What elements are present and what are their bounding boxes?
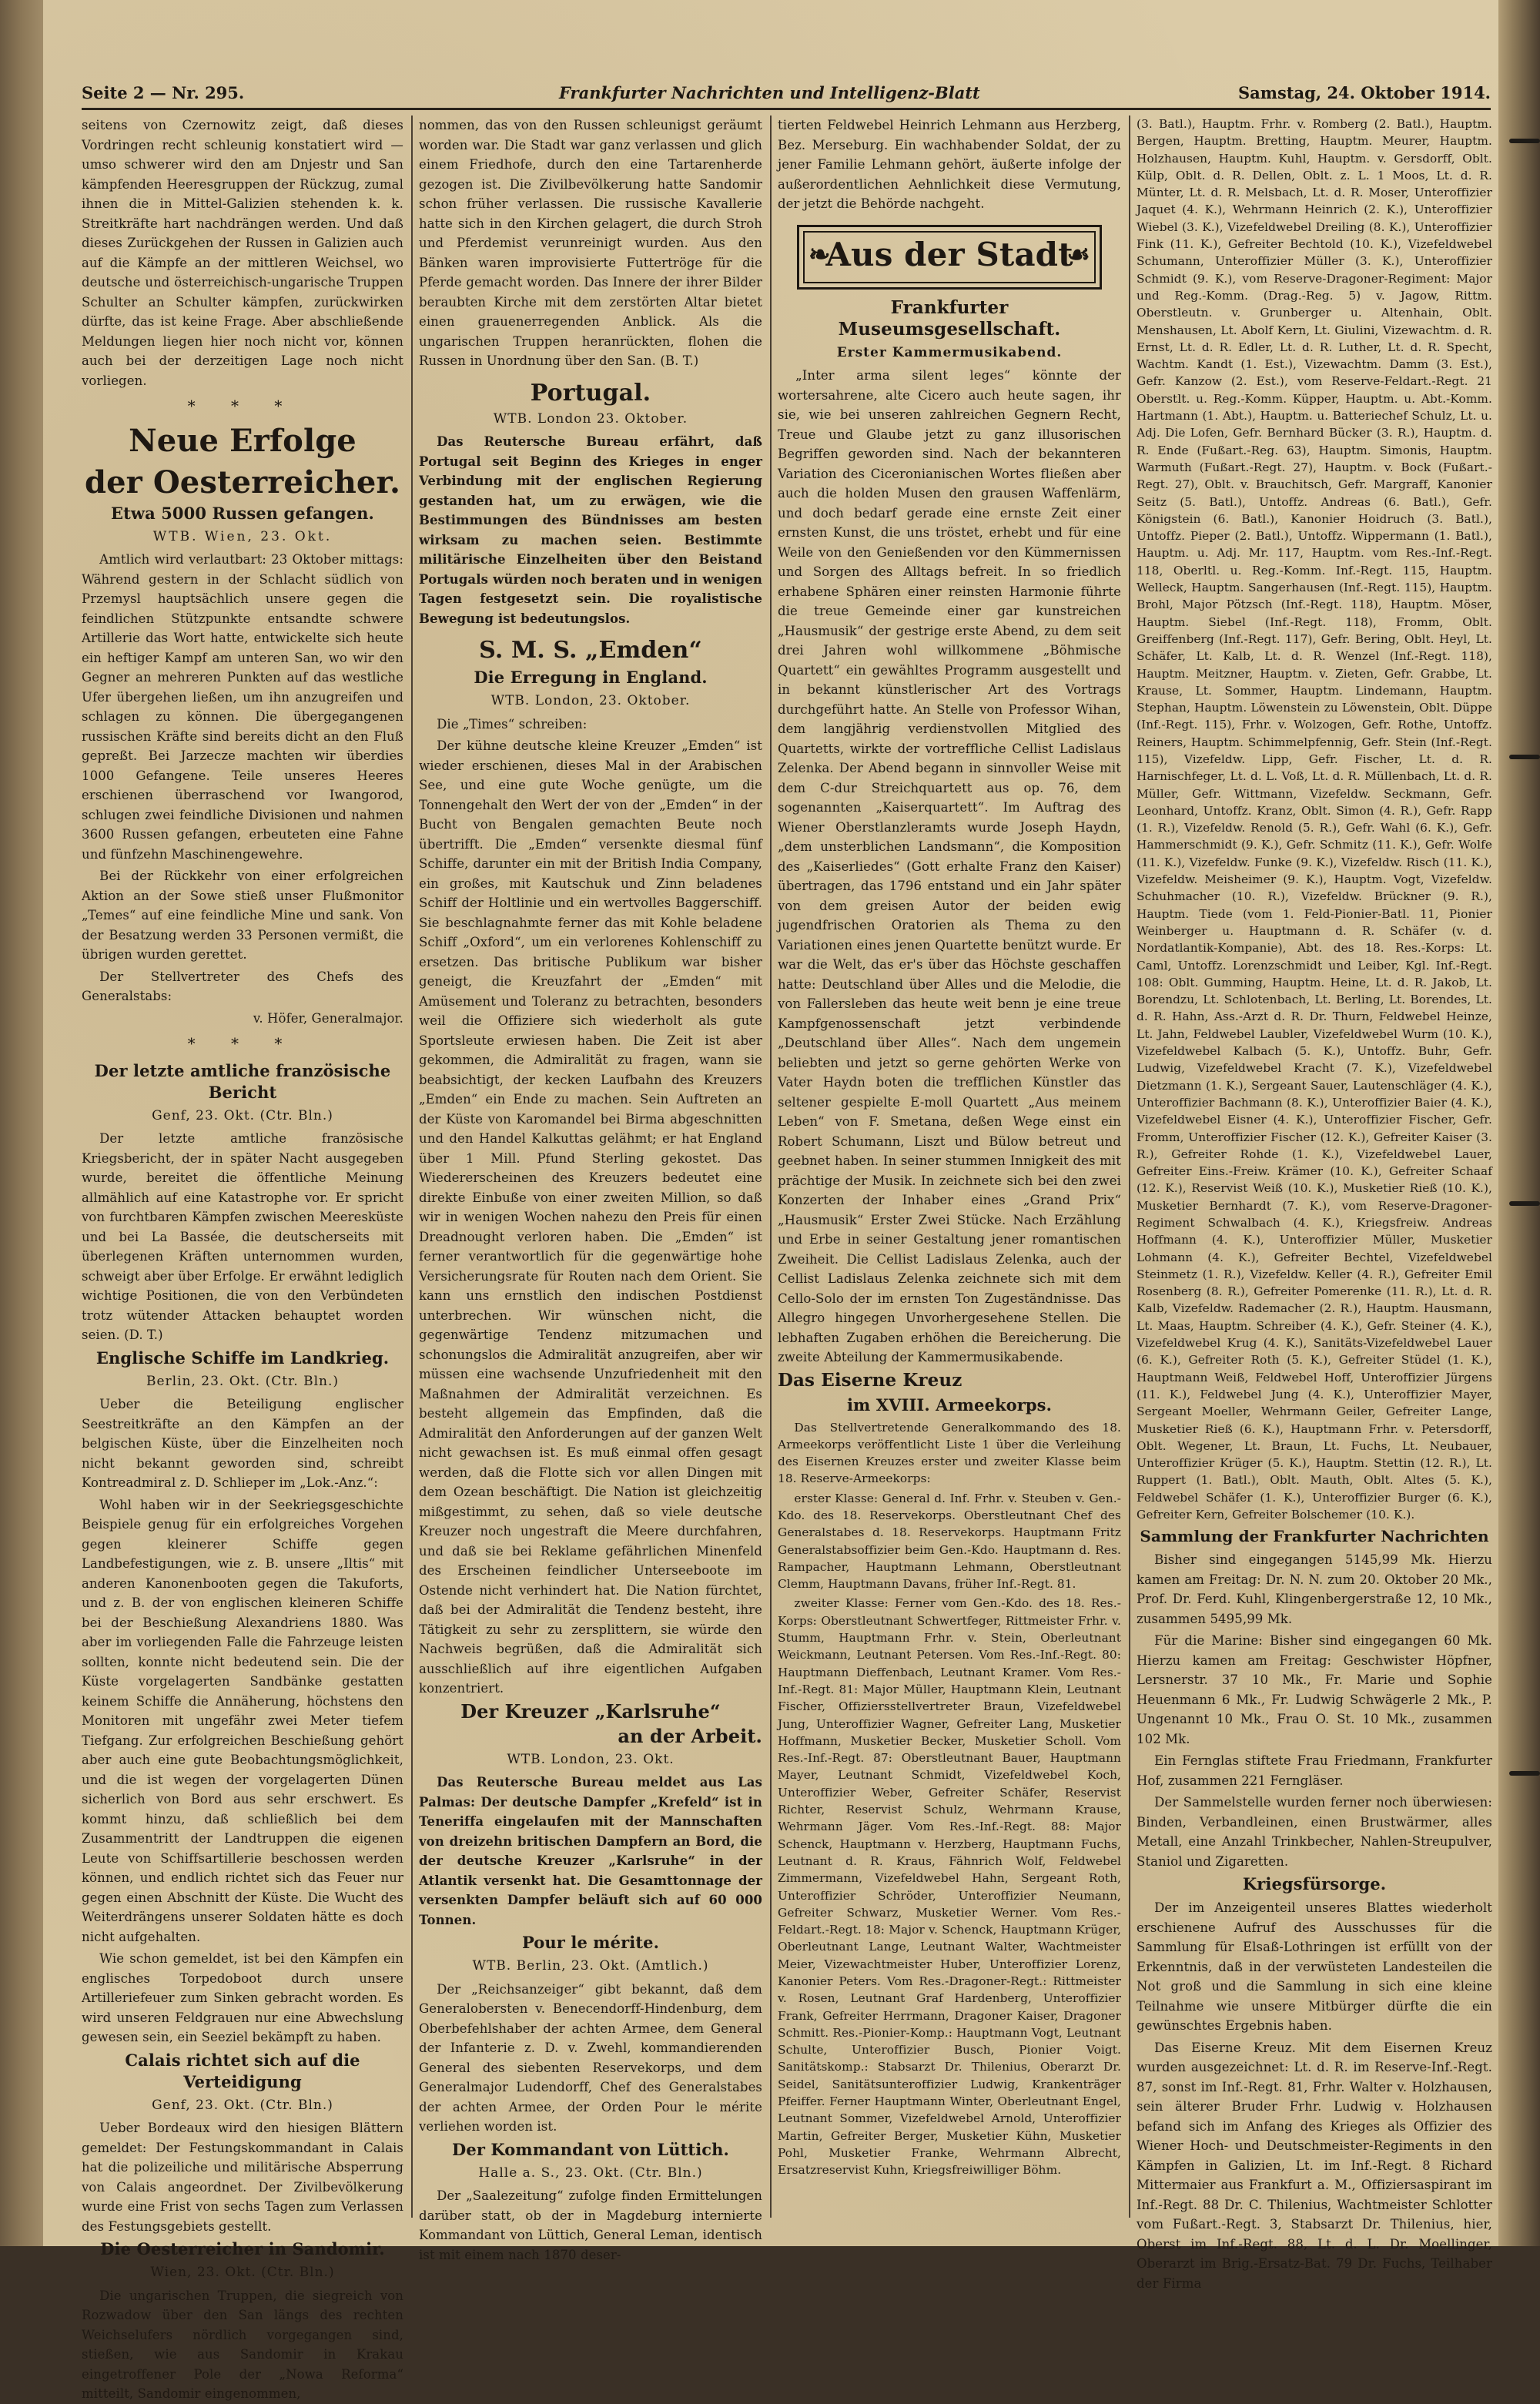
body-text: nommen, das von den Russen schleunigst geräumt worden war. Die Stadt war ganz verlassen und glich einem Friedhofe, durch den eine Tartarenherde gezogen ist. Die Zivilbevölkerung hatte Sandomir schon früher verlassen. Die russische Kavallerie hatte sich in den Kirchen gelagert, die durch Stroh und Pferdemist verunreinigt wurden. Aus den Bänken waren improvisierte Futtertröge für die Pferde gemacht worden. Das Innere der ihrer Bilder beraubten Kirche mit dem zerstörten Altar bietet einen grauenerregenden Anblick. Als die ungarischen Truppen heranrückten, flohen die Russen in Unordnung über den San. (B. T.) xyxy=(419,118,762,368)
dateline: Berlin, 23. Okt. (Ctr. Bln.) xyxy=(146,1373,340,1389)
body-text: Bei der Rückkehr von einer erfolgreichen Aktion an der Sowe stieß unser Flußmonitor „Temes“ auf eine feindliche Mine und sank. Von der Besatzung werden 33 Personen vermißt, die übrigen wurden gerettet. xyxy=(82,869,403,962)
ornament-icon: ❧ xyxy=(808,239,831,270)
body-text: Wie schon gemeldet, ist bei den Kämpfen ein englisches Torpedoboot durch unsere Artilleriefeuer zum Sinken gebracht worden. Es wird unseren Feldgrauen nur eine Abwechslung gewesen sein, ein Seeziel bekämpft zu haben. xyxy=(82,1951,403,2044)
dateline: Genf, 23. Okt. (Ctr. Bln.) xyxy=(152,2097,333,2113)
body-text: Die „Times“ schreiben: xyxy=(437,716,588,732)
headline: Der Kreuzer „Karlsruhe“ xyxy=(460,1699,721,1723)
column-rule xyxy=(770,116,772,2218)
running-head xyxy=(82,80,1491,108)
headline: an der Arbeit. xyxy=(618,1724,762,1747)
dateline: WTB. Berlin, 23. Okt. (Amtlich.) xyxy=(472,1958,709,1974)
headline: Kriegsfürsorge. xyxy=(1242,1874,1387,1894)
body-text: Das Stellvertretende Generalkommando des 18. Armeekorps veröffentlicht Liste 1 über die Verleihung des Eisernen Kreuzes erster und zweiter Klasse beim 18. Reserve-Armeekorps: xyxy=(778,1420,1121,1486)
newspaper-page xyxy=(43,0,1498,2401)
headline: Der Kommandant von Lüttich. xyxy=(452,2139,729,2159)
body-text: Das Eiserne Kreuz. Mit dem Eisernen Kreuz wurden ausgezeichnet: Lt. d. R. im Reserve-Inf.-Regt. 87, sonst im Inf.-Regt. 81, Frhr. Walter v. Holzhausen, sein älterer Bruder Frhr. Ludwig v. Holzhausen befand sich im Anfang des Krieges als Offizier des Wiener Hoch- und Deutschmeister-Regiments in den Kämpfen in Galizien, Lt. im Inf.-Regt. 8 Richard Mittermaier aus Frankfurt a. M., Offiziersaspirant im Inf.-Regt. 88 Dr. C. Thilenius, Wachtmeister Schlotter vom Fußart.-Regt. 3, Stabsarzt Dr. Thilenius, hier, Oberst im Inf.-Regt. 88, Lt. d. L. Dr. Moellinger, Oberarzt im Brig.-Ersatz-Bat. 79 Dr. Fuchs, Teilhaber der Firma xyxy=(1137,2040,1492,2291)
separator-stars: * * * xyxy=(187,1034,298,1053)
signature: Der Stellvertreter des Chefs des Generalstabs: xyxy=(82,969,403,1003)
subheadline: Etwa 5000 Russen gefangen. xyxy=(111,503,374,523)
header-rule xyxy=(82,108,1491,110)
body-text: Das Reutersche Bureau erfährt, daß Portugal seit Beginn des Krieges in enger Verbindung mit der englischen Regierung gestanden hat, um zu erwägen, wie die Bestimmungen des Bündnisses am besten wirksam zu machen seien. Bestimmte militärische Einzelheiten über den Beistand Portugals würden noch beraten und in wenigen Tagen festgesetzt sein. Die royalistische Bewegung ist bedeutungslos. xyxy=(419,434,762,626)
subheadline: im XVIII. Armeekorps. xyxy=(846,1395,1053,1415)
column-rule xyxy=(411,116,413,2218)
body-text: Wohl haben wir in der Seekriegsgeschichte Beispiele genug für ein erfolgreiches Vorgehen gegen kleinerer Schiffe gegen Landbefestigungen, wie z. B. unsere „Iltis“ mit anderen Kanonenbooten gegen die Takuforts, und z. B. der von englischen kleineren Schiffe bei der Beschießung Alexandriens 1880. Was aber im vorliegenden Falle die Fahrzeuge leisten sollten, konnte nicht bedeutend sein. Die der Küste vorgelagerten Sandbänke gestatten keinem Schiffe die Annäherung, höchstens den Monitoren mit ungefähr zwei Meter tiefem Tiefgang. Zur erfolgreichen Beschießung gehört aber auch eine gute Beobachtungsmöglichkeit, und die ist wegen der vorgelagerten Dünen sicherlich von Bord aus sehr erschwert. Es kommt hinzu, daß schließlich bei dem Zusammentritt der Landtruppen die eigenen Leute von Schiffsartillerie beschossen werden können, und endlich richtet sich das Feuer nur gegen einen Abschnitt der Küste. Die Wucht des Weiterdrängens unserer Soldaten hätte es doch nicht aufgehalten. xyxy=(82,1497,403,1944)
separator-stars: * * * xyxy=(187,397,298,415)
headline: Das Eiserne Kreuz xyxy=(778,1369,962,1391)
page-number: Seite 2 — Nr. 295. xyxy=(82,83,245,102)
subheadline: Erster Kammermusikabend. xyxy=(836,344,1063,360)
column-1 xyxy=(82,116,403,2401)
section-heading-box xyxy=(797,225,1102,290)
headline: Englische Schiffe im Landkrieg. xyxy=(95,1348,390,1368)
body-text: Das Reutersche Bureau meldet aus Las Palmas: Der deutsche Dampfer „Krefeld“ ist in Teneriffa eingelaufen mit der Mannschaften von dreizehn britischen Dampfern an Bord, die der deutsche Kreuzer „Karlsruhe“ in der Atlantik versenkt hat. Die Gesamttonnage der versenkten Dampfer beläuft sich auf 60 000 Tonnen. xyxy=(419,1775,762,1927)
body-text: Ueber Bordeaux wird den hiesigen Blättern gemeldet: Der Festungskommandant in Calais hat die polizeiliche und militärische Absperrung von Calais angeordnet. Der Zivilbevölkerung wurde eine Frist von sechs Tagen zum Verlassen des Festungsgebiets gestellt. xyxy=(82,2121,403,2234)
body-text: Der „Saalezeitung“ zufolge finden Ermittelungen darüber statt, ob der in Magdeburg internierte Kommandant von Lüttich, General Leman, identisch ist mit einem nach 1870 deser- xyxy=(419,2188,762,2262)
headline: Sammlung der Frankfurter Nachrichten xyxy=(1140,1527,1489,1546)
book-binding-right xyxy=(1495,0,1540,2246)
body-text: „Inter arma silent leges“ könnte der wortersahrene, alte Cicero auch heute sagen, ihr sie, wie bei unseren zahlreichen Gegnern Recht, Treue und Glaube jetzt zu ganz illusorischen Begriffen geworden sind. Nach der bekannteren Variation des Ciceronianischen Wortes fließen aber auch die holden Musen den grausen Waffenlärm, und doch bedarf gerade eine ernste Zeit einer ernsten Kunst, die uns tröstet, erhebt und für eine Weile von den Genießenden vor den Kümmernissen und Sorgen des Alltags befreit. In so friedlich erhabene Sphären einer reinsten Harmonie führte die treue Gemeinde einer gar kunstreichen „Hausmusik“ der gestrige erste Abend, zu dem seit drei Jahren wohl willkommene „Böhmische Quartett“ ein gewähltes Programm ausgestellt und in bekannt künstlerischer Art des Vortrags durchgeführt hatte. An Stelle von Professor Wihan, dem langjährig verdienstvollen Mitglied des Quartetts, wirkte der vortreffliche Cellist Ladislaus Zelenka. Der Abend begann in sinnvoller Weise mit dem C-dur Streichquartett aus op. 76, dem sogenannten „Kaiserquartett“. Im Auftrag des Wiener Oberstlanzleramts wurde Joseph Haydn, „dem unsterblichen Landsmann“, die Komposition des „Kaiserliedes“ (Gott erhalte Franz den Kaiser) übertragen, das 1796 entstand und ein Jahr später von dem greisen Autor der beiden ewig jugendfrischen Oratorien als Thema zu den Variationen eines jenen Quartette benützt wurde. Er war die Welt, das er's über das Höchste geschaffen hatte: Deutschland über Alles und die Melodie, die von Fallersleben das heute weit benn je eine treue Kampfgenossenschaft jetzt verbindende „Deutschland über Alles“. Nach dem ungemein beliebten und jetzt so gerne gehörten Werke von Vater Haydn boten die trefflichen Künstler das seltener gespielte E-moll Quartett „Aus meinem Leben“ von F. Smetana, deßen Wege einst ein Robert Schumann, Liszt und Bülow betreut und geebnet haben. In seiner stummen Innigkeit des mit prächtige der Musik. In zeichnete sich bei den zwei Konzerten der Inhaber eines „Grand Prix“ „Hausmusik“ Erster Zwei Stücke. Nach Erzählung und Erbe in seiner Gestaltung jener romantischen Zweiheit. Die Cellist Ladislaus Zelenka, auch der Cellist Ladislaus Zelenka zeichnete sich mit dem Cello-Solo der im ernsten Ton Zugeständnisse. Das Allegro hingegen Unvorhergesehene Stellen. Die lebhaften Zugaben erhöhen die Bereicherung. Die zweite Abteilung der Kammermusikabende. xyxy=(778,368,1121,1364)
award-list: (3. Batl.), Hauptm. Frhr. v. Romberg (2. Batl.), Hauptm. Bergen, Hauptm. Bretting, Hauptm. Meurer, Hauptm. Holzhausen, Hauptm. Kuhl, Hauptm. v. Gersdorff, Oblt. Külp, Oblt. d. R. Dellen, Oblt. z. L. 1 Moos, Lt. d. R. Münter, Lt. d. R. Melsbach, Lt. d. R. Moser, Unteroffizier Jaquet (4. K.), Wehrmann Heinrich (2. K.), Unteroffizier Wiebel (3. K.), Vizefeldwebel Dreiling (8. K.), Unteroffizier Fink (11. K.), Gefreiter Bechtold (10. K.), Vizefeldwebel Schumann, Unteroffizier Müller (3. K.), Unteroffizier Schmidt (9. K.), vom Reserve-Dragoner-Regiment: Major und Reg.-Komm. (Drag.-Reg. 5) v. Jagow, Rittm. Oberstleutn. v. Grunberger u. Altenhain, Oblt. Menshausen, Lt. Abolf Kern, Lt. Giulini, Vizewachtm. d. R. Ernst, Lt. d. R. Edler, Lt. d. R. Luther, Lt. d. R. Specht, Wachtm. Kandt (1. Est.), Vizewachtm. Damm (3. Est.), Gefr. Kanzow (2. Est.), vom Reserve-Feldart.-Regt. 21 Oberstlt. u. Reg.-Komm. Küpper, Hauptm. u. Abt.-Komm. Hartmann (1. Abt.), Hauptm. u. Batteriechef Schulz, Lt. u. Adj. Die Lofen, Gefr. Bernhard Bücker (3. R.), Hauptm. d. R. Ende (Fußart.-Reg. 63), Hauptm. Simonis, Hauptm. Warmuth (Fußart.-Regt. 27), Hauptm. v. Bock (Fußart.-Regt. 27), Oblt. v. Brauchitsch, Gefr. Margraff, Kanonier Seitz (5. Batl.), Untoffz. Andreas (6. Batl.), Gefr. Königstein (6. Batl.), Kanonier Hoidruch (3. Batl.), Untoffz. Pieper (2. Batl.), Untoffz. Wippermann (1. Batl.), Hauptm. u. Adj. Mr. 117, Hauptm. vom Res.-Inf.-Regt. 118, Oberltl. u. Reg.-Komm. Inf.-Regt. 115, Hauptm. Welleck, Hauptm. Sangerhausen (Inf.-Regt. 115), Hauptm. Brohl, Major Pötzsch (Inf.-Regt. 118), Hauptm. Möser, Hauptm. Siebel (Inf.-Regt. 118), Fromm, Oblt. Greiffenberg (Inf.-Regt. 117), Gefr. Bering, Oblt. Heyl, Lt. Schäfer, Lt. Kalb, Lt. d. R. Wenzel (Inf.-Regt. 118), Hauptm. Meitzner, Hauptm. v. Zieten, Gefr. Grabbe, Lt. Krause, Lt. Sommer, Hauptm. Lindemann, Hauptm. Stephan, Hauptm. Löwenstein zu Löwenstein, Oblt. Düppe (Inf.-Regt. 115), Frhr. v. Wolzogen, Gefr. Rothe, Untoffz. Reiners, Hauptm. Schimmelpfennig, Gefr. Stein (Inf.-Regt. 115), Vizefeldw. Lipp, Gefr. Fischer, Lt. d. R. Harnischfeger, Lt. d. L. Voß, Lt. d. R. Müllenbach, Lt. d. R. Müller, Gefr. Wittmann, Vizefeldw. Seckmann, Gefr. Leonhard, Untoffz. Kranz, Oblt. Simon (4. R.), Gefr. Rapp (1. R.), Vizefeldw. Renold (5. R.), Gefr. Wahl (6. K.), Gefr. Hammerschmidt (9. K.), Gefr. Schmitz (11. K.), Gefr. Wolfe (11. K.), Vizefeldw. Funke (9. K.), Vizefeldw. Risch (11. K.), Vizefeldw. Meisheimer (9. K.), Hauptm. Vogt, Vizefeldw. Schuhmacher (10. R.), Vizefeldw. Brückner (9. R.), Hauptm. Tiede (vom 1. Feld-Pionier-Batl. 11, Pionier Weinberger u. Hauptmann d. R. Schäfer (v. d. Nordatlantik-Kompanie), Abt. des 18. Res.-Korps: Lt. Caml, Untoffz. Lorenzschmidt und Leiber, Kgl. Inf.-Regt. 108: Oblt. Gumming, Hauptm. Heine, Lt. d. R. Jakob, Lt. Borendzu, Lt. Schlotenbach, Lt. Berling, Lt. Borendes, Lt. d. R. Hahn, Ass.-Arzt d. R. Dr. Thurn, Feldwebel Heinze, Lt. Jahn, Feldwebel Laubler, Vizefeldwebel Wurm (10. K.), Vizefeldwebel Kalbach (5. K.), Untoffz. Buhr, Gefr. Ludwig, Vizefeldwebel Kracht (7. K.), Vizefeldwebel Dietzmann (1. K.), Sergeant Sauer, Lautenschläger (4. K.), Unteroffizier Bachmann (8. K.), Unteroffizier Baier (4. K.), Vizefeldwebel Eisner (4. K.), Unteroffizier Fischer, Gefr. Fromm, Unteroffizier Fischer (12. K.), Gefreiter Kaiser (3. R.), Gefreiter Rohde (1. K.), Vizefeldwebel Lauer, Gefreiter Eins.-Freiw. Krämer (10. K.), Gefreiter Schaaf (12. K.), Reservist Weiß (10. K.), Musketier Rieß (10. K.), Musketier Bernhardt (7. K.), vom Reserve-Dragoner-Regiment Schwalbach (4. K.), Kriegsfreiw. Andreas Hoffmann (4. K.), Unteroffizier Müller, Musketier Lohmann (4. K.), Gefreiter Bechtel, Vizefeldwebel Steinmetz (1. R.), Vizefeldw. Keller (4. R.), Gefreiter Emil Rosenberg (8. R.), Gefreiter Pomerenke (11. R.), Lt. d. R. Kalb, Vizefeldw. Rademacher (2. R.), Hauptm. Hausmann, Lt. Maas, Hauptm. Schreiber (4. K.), Gefr. Steiner (4. K.), Vizefeldwebel Krug (4. K.), Sanitäts-Vizefeldwebel Lauer (6. K.), Gefreiter Roth (5. K.), Gefreiter Stüdel (1. K.), Hauptmann Weiß, Feldwebel Hoff, Unteroffizier Jürgens (11. K.), Feldwebel Jung (4. K.), Unteroffizier Mayer, Sergeant Moeller, Wehrmann Geiler, Gefreiter Lange, Musketier Rieß (6. K.), Hauptmann Frhr. v. Petersdorff, Oblt. Wegener, Lt. Braun, Lt. Fuchs, Lt. Neubauer, Unteroffizier Krüger (5. K.), Hauptm. Stettin (12. R.), Lt. Ruppert (1. Batl.), Oblt. Mauth, Oblt. Altes (5. K.), Feldwebel Schäfer (1. K.), Unteroffizier Burger (6. K.), Gefreiter Kern, Gefreiter Bolschemer (10. K.). xyxy=(1137,117,1492,1522)
book-binding-left xyxy=(0,0,46,2246)
body-text: Amtlich wird verlautbart: 23 Oktober mittags: Während gestern in der Schlacht südlich von Przemysl hauptsächlich unsere gegen die feindlichen Stützpunkte entsandte schwere Artillerie das Wort hatte, entwickelte sich heute ein heftiger Kampf am unteren San, wo wir den Gegner an mehreren Punkten auf das westliche Ufer übergehen ließen, um ihn anzugreifen und schlagen zu können. Die übergegangenen russischen Kräfte sind bereits dicht an den Fluß gepreßt. Bei Jarzecze machten wir überdies 1000 Gefangene. Teile unseres Heeres erschienen überraschend vor Iwangorod, schlugen zwei feindliche Divisionen und nahmen 3600 Russen gefangen, erbeuteten eine Fahne und fünfzehn Maschinengewehre. xyxy=(82,552,403,862)
dateline: WTB. London 23. Oktober. xyxy=(493,410,688,427)
headline: Neue Erfolge xyxy=(129,422,357,459)
dateline: Wien, 23. Okt. (Ctr. Bln.) xyxy=(150,2265,335,2280)
body-text: erster Klasse: General d. Inf. Frhr. v. Steuben v. Gen.-Kdo. des 18. Reservekorps. Oberstleutnant Chef des Generalstabes d. 18. Reservekorps. Hauptmann Fritz Generalstabsoffizier beim Gen.-Kdo. Hauptmann d. Res. Rampacher, Hauptmann Lehmann, Oberstleutnant Clemm, Hauptmann Davans, früher Inf.-Regt. 81. xyxy=(778,1491,1121,1592)
ornament-icon: ☙ xyxy=(1066,239,1090,270)
binding-thread xyxy=(1509,1201,1540,1206)
dateline: WTB. Wien, 23. Okt. xyxy=(152,528,333,544)
column-2 xyxy=(419,116,762,2262)
binding-thread xyxy=(1509,755,1540,759)
body-text: Der im Anzeigenteil unseres Blattes wiederholt erschienene Aufruf des Ausschusses für die Sammlung für Elsaß-Lothringen ist erfüllt von der Erkenntnis, daß in der verwüsteten Landesteilen die Not groß und die Sammlung in sich eine kleine Teilnahme wie unsere Mitbürger dürfte die ein gewünschtes Ergebnis haben. xyxy=(1137,1900,1492,2034)
subheadline: Die Erregung in England. xyxy=(474,668,708,687)
headline: Der letzte amtliche französische Bericht xyxy=(94,1060,391,1102)
dateline: WTB. London, 23. Okt. xyxy=(507,1751,675,1767)
binding-thread xyxy=(1509,1771,1540,1776)
newspaper-title: Frankfurter Nachrichten und Intelligenz-Blatt xyxy=(559,83,980,102)
headline: der Oesterreicher. xyxy=(85,464,400,501)
dateline: WTB. London, 23. Oktober. xyxy=(490,693,691,708)
column-4 xyxy=(1137,116,1492,2291)
body-text: Der letzte amtliche französische Kriegsbericht, der in später Nacht ausgegeben wurde, bereitet die öffentliche Meinung allmählich auf eine Katastrophe vor. Er spricht von furchtbaren Kämpfen zwischen Meeresküste und bei La Bassée, die deutscherseits mit überlegenen Kräften unternommen wurden, schweigt aber über Erfolge. Er erwähnt lediglich wichtige Positionen, die von den Verbündeten trotz wütender Attacken behauptet worden seien. (D. T.) xyxy=(82,1131,403,1342)
body-text: Die ungarischen Truppen, die siegreich von Rozwadow über den San längs des rechten Weichselufers nördlich vorgegangen sind, stießen, wie aus Sandomir in Krakau eingetroffener Pole der „Nowa Reforma“ mitteilt, Sandomir eingenommen, xyxy=(82,2288,403,2401)
headline: Portugal. xyxy=(530,379,651,407)
binding-thread xyxy=(1509,139,1540,143)
headline: Die Oesterreicher in Sandomir. xyxy=(100,2239,385,2258)
body-text: Der kühne deutsche kleine Kreuzer „Emden“ ist wieder erschienen, dieses Mal in der Arabischen See, und eine gute Woche genügte, um die Tonnengehalt den Wert der von der „Emden“ in der Bucht von Bengalen gemachten Beute noch übertrifft. Die „Emden“ versenkte diesmal fünf Schiffe, darunter ein mit der British India Company, ein großes, mit Kautschuk und Zinn beladenes Schiff der Holtlinie und ein wertvolles Baggerschiff. Sie beschlagnahmte ferner das mit Kohle beladene Schiff „Oxford“, um ein verlorenes Kohlenschiff zu ersetzen. Das britische Publikum war bisher geneigt, die Kreuzfahrt der „Emden“ mit Amüsement und Toleranz zu betrachten, besonders weil die Offiziere sich wiederholt als gute Sportsleute erwiesen haben. Die Zeit ist aber gekommen, die Admiralität zu fragen, wann sie beabsichtigt, der kecken Laufbahn des Kreuzers „Emden“ ein Ende zu machen. Sein Auftreten an der Küste von Karomandel bei Birma abgeschnitten und den Handel Kalkuttas gelähmt; er hat England über 1 Mill. Pfund Sterling gekostet. Das Wiedererscheinen des Kreuzers bedeutet eine direkte Einbuße von einer zweiten Million, so daß wir in wenigen Wochen nahezu den Preis für einen Dreadnought verloren haben. Die „Emden“ ist ferner verantwortlich für die gegenwärtige hohe Versicherungsrate für Routen nach dem Orient. Sie kann uns ernstlich den indischen Postdienst unterbrechen. Wir wünschen nicht, die gegenwärtige Tendenz mitzumachen und schonungslos die Admiralität anzugreifen, aber wir müssen eine wachsende Unzufriedenheit mit den Maßnahmen der Admiralität verzeichnen. Es besteht allgemein das Empfinden, daß die Admiralität den Anforderungen auf der ganzen Welt nicht gewachsen ist. Es muß einmal offen gesagt werden, daß die Flotte sich vor allen Dingen mit dem Ozean beschäftigt. Die Nation ist gleichzeitig mißgestimmt, zu sehen, daß so viele deutsche Kreuzer noch ungestraft die Meere durchfahren, und daß sie bei Reklame gefährlichen Minenfeld des Erscheinen feindlicher Unterseeboote im Ostende nicht verhindert hat. Die Nation fürchtet, daß bei der Admiralität die Tendenz besteht, ihre Tätigkeit zu sehr zu zersplittern, sie würde den Nachweis begrüßen, daß die Admiralität sich ausschließlich auf ihre eigentlichen Aufgaben konzentriert. xyxy=(419,738,762,1696)
body-text: seitens von Czernowitz zeigt, daß dieses Vordringen recht schleunig konstatiert wird — umso schwerer wird den am Dnjestr und San kämpfenden Heeresgruppen der Rückzug, zumal ihnen die in Mittel-Galizien stehenden k. k. Streitkräfte hart nachdrängen werden. Und daß dieses Zurückgehen der Russen in Galizien auch auf die Kämpfe an der mittleren Weichsel, wo deutsche und österreichisch-ungarische Truppen Schulter an Schulter kämpfen, zurückwirken dürfte, das ist keine Frage. Aber abschließende Meldungen liegen hier noch nicht vor, können auch bei der derzeitigen Lage noch nicht vorliegen. xyxy=(82,118,403,388)
headline: S. M. S. „Emden“ xyxy=(479,637,702,664)
body-text: Der Sammelstelle wurden ferner noch überwiesen: Binden, Verbandleinen, einen Brustwärmer, alles Metall, eine Anzahl Trinkbecher, Nahlen-Streupulver, Staniol und Zigaretten. xyxy=(1137,1795,1492,1869)
dateline: Halle a. S., 23. Okt. (Ctr. Bln.) xyxy=(478,2165,703,2181)
dateline: Genf, 23. Okt. (Ctr. Bln.) xyxy=(152,1107,333,1123)
body-text: Ein Fernglas stiftete Frau Friedmann, Frankfurter Hof, zusammen 221 Ferngläser. xyxy=(1137,1753,1492,1788)
body-text: tierten Feldwebel Heinrich Lehmann aus Herzberg, Bez. Merseburg. Ein wachhabender Soldat, der zu jener Familie Lehmann gehört, äußerte infolge der außerordentlichen Aehnlichkeit diese Vermutung, der jetzt die Behörde nachgeht. xyxy=(778,118,1121,211)
headline: Frankfurter Museumsgesellschaft. xyxy=(838,296,1061,340)
headline: Pour le mérite. xyxy=(521,1933,660,1952)
body-text: zweiter Klasse: Ferner vom Gen.-Kdo. des 18. Res.-Korps: Oberstleutnant Schwertfeger, Rittmeister Frhr. v. Stumm, Hauptmann Frhr. v. Stein, Oberleutnant Weickmann, Leutnant Petersen. Vom Res.-Inf.-Regt. 80: Hauptmann Dieffenbach, Leutnant Kramer. Vom Res.-Inf.-Regt. 81: Major Müller, Hauptmann Klein, Leutnant Fischer, Offiziersstellvertreter Braun, Vizefeldwebel Jung, Unteroffizier Wagner, Gefreiter Lang, Musketier Hoffmann, Musketier Becker, Musketier Scholl. Vom Res.-Inf.-Regt. 87: Oberstleutnant Bauer, Hauptmann Mayer, Leutnant Schmidt, Vizefeldwebel Koch, Unteroffizier Weber, Gefreiter Schäfer, Reservist Richter, Reservist Schulz, Wehrmann Krause, Wehrmann Jäger. Vom Res.-Inf.-Regt. 88: Major Schenck, Hauptmann v. Herzberg, Hauptmann Fuchs, Leutnant d. R. Kraus, Fähnrich Wolf, Feldwebel Zimmermann, Vizefeldwebel Hahn, Sergeant Roth, Unteroffizier Schröder, Unteroffizier Neumann, Gefreiter Schwarz, Musketier Werner. Vom Res.-Feldart.-Regt. 18: Major v. Schenck, Hauptmann Krüger, Oberleutnant Lange, Leutnant Walter, Wachtmeister Meier, Vizewachtmeister Huber, Unteroffizier Lorenz, Kanonier Peters. Vom Res.-Dragoner-Regt.: Rittmeister v. Rosen, Leutnant Graf Hardenberg, Unteroffizier Frank, Gefreiter Herrmann, Dragoner Kaiser, Dragoner Schmitt. Res.-Pionier-Komp.: Hauptmann Vogt, Leutnant Schulte, Unteroffizier Busch, Pionier Voigt. Sanitätskomp.: Stabsarzt Dr. Thilenius, Oberarzt Dr. Seidel, Sanitätsunteroffizier Ludwig, Krankenträger Pfeiffer. Ferner Hauptmann Winter, Oberleutnant Engel, Leutnant Sommer, Vizefeldwebel Arnold, Unteroffizier Martin, Gefreiter Berger, Musketier Kühn, Musketier Pohl, Musketier Franke, Wehrmann Albrecht, Ersatzreservist Kuhn, Kriegsfreiwilliger Böhm. xyxy=(778,1596,1121,2178)
body-text: Ueber die Beteiligung englischer Seestreitkräfte an den Kämpfen an der belgischen Küste, über die Einzelheiten noch nicht bekannt geworden sind, schreibt Kontreadmiral z. D. Schlieper im „Lok.-Anz.“: xyxy=(82,1397,403,1490)
headline: Calais richtet sich auf die Verteidigung xyxy=(125,2050,360,2091)
section-title: Aus der Stadt xyxy=(825,235,1073,273)
body-text: Bisher sind eingegangen 5145,99 Mk. Hierzu kamen am Freitag: Dr. N. N. zum 20. Oktober 20 Mk., Prof. Dr. Ferd. Kuhl, Klingenbergerstraße 12, 10 Mk., zusammen 5495,99 Mk. xyxy=(1137,1552,1492,1626)
body-text: Der „Reichsanzeiger“ gibt bekannt, daß dem Generalobersten v. Benecendorff-Hindenburg, dem Oberbefehlshaber der achten Armee, dem General der Infanterie z. D. v. Zwehl, kommandierenden General des siebenten Reservekorps, und dem Generalmajor Ludendorff, Chef des Generalstabes der achten Armee, der Orden Pour le mérite verliehen worden ist. xyxy=(419,1981,762,2134)
issue-date: Samstag, 24. Oktober 1914. xyxy=(1237,83,1491,102)
column-rule xyxy=(1129,116,1130,2218)
body-text: Für die Marine: Bisher sind eingegangen 60 Mk. Hierzu kamen am Freitag: Geschwister Höpfner, Lersnerstr. 37 10 Mk., Fr. Marie und Sophie Heuenmann 6 Mk., Fr. Ludwig Schwägerle 2 Mk., P. Ungenannt 10 Mk., Frau O. St. 10 Mk., zusammen 102 Mk. xyxy=(1137,1633,1492,1746)
signature: v. Höfer, Generalmajor. xyxy=(253,1010,403,1026)
column-3 xyxy=(778,116,1121,2218)
